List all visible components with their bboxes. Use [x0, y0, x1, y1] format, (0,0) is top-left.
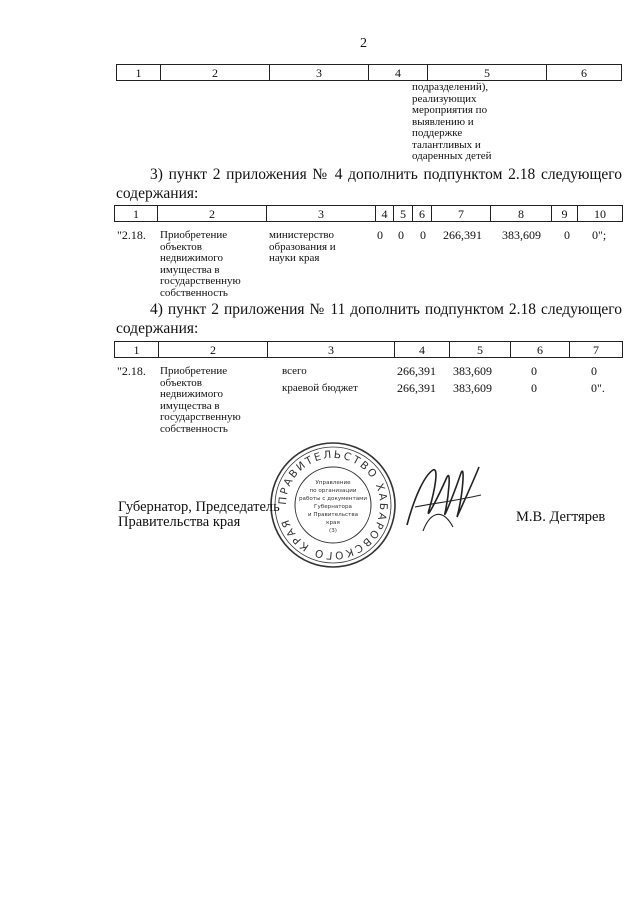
table-2-row-c7: 266,391: [443, 228, 482, 242]
table-3-source-regional: краевой бюджет: [282, 382, 358, 394]
seal-line-5: и Правительства: [307, 512, 359, 518]
table-2-row-c8: 383,609: [502, 228, 541, 242]
table-2-col-9: 9: [552, 206, 578, 222]
table-1-col5-text: подразделений), реализующих мероприятия по выявлению и поддержке талантливых и одаренных детей: [412, 81, 492, 162]
table-3-col-1: 1: [115, 342, 159, 358]
table-2-row-c4: 0: [377, 228, 383, 242]
table-2-row-executor: министерство образования и науки края: [269, 229, 336, 264]
paragraph-4-line-2: содержания:: [116, 320, 199, 337]
table-3-col-3: 3: [268, 342, 395, 358]
seal-line-4: Губернатора: [314, 504, 352, 510]
table-3-row-name: Приобретение объектов недвижимого имущества в государственную собственность: [160, 365, 241, 435]
seal-line-3: работы с документами: [299, 496, 367, 502]
table-2-col-7: 7: [432, 206, 491, 222]
handwritten-signature: [395, 455, 485, 540]
table-3-r2-c4: 266,391: [397, 381, 436, 395]
seal-graphic: [268, 440, 398, 570]
table-1-col-5: 5: [428, 65, 547, 81]
paragraph-3-line-2: содержания:: [116, 185, 199, 202]
paragraph-4: [116, 300, 622, 338]
table-3-r2-c6: 0: [531, 381, 537, 395]
table-1-col-6: 6: [547, 65, 622, 81]
table-2-row-number: "2.18.: [117, 228, 146, 242]
table-3-col-6: 6: [511, 342, 570, 358]
seal-line-6: края: [326, 520, 340, 526]
table-2-header: [114, 205, 623, 222]
table-3-header: [114, 341, 623, 358]
signatory-title-line-1: Губернатор, Председатель: [118, 499, 280, 515]
table-3-source-total: всего: [282, 365, 307, 377]
paragraph-4-line-1: 4) пункт 2 приложения № 11 дополнить подпунктом 2.18 следующего: [150, 301, 622, 318]
table-1-col-1: 1: [117, 65, 161, 81]
signatory-title: [118, 500, 280, 530]
table-3-r2-c7: 0".: [591, 381, 605, 395]
table-2-col-10: 10: [578, 206, 623, 222]
table-2-row-c9: 0: [564, 228, 570, 242]
signatory-name: М.В. Дегтярев: [516, 509, 606, 525]
table-1-col-2: 2: [161, 65, 270, 81]
seal-line-2: по организации: [309, 488, 357, 494]
table-3-col-5: 5: [450, 342, 511, 358]
paragraph-3: [116, 165, 622, 203]
paragraph-3-line-1: 3) пункт 2 приложения № 4 дополнить подпунктом 2.18 следующего: [150, 166, 622, 183]
table-3-r2-c5: 383,609: [453, 381, 492, 395]
table-3-r1-c5: 383,609: [453, 364, 492, 378]
table-2-col-4: 4: [376, 206, 394, 222]
table-2-col-2: 2: [158, 206, 267, 222]
table-3-col-2: 2: [159, 342, 268, 358]
table-2-col-5: 5: [394, 206, 413, 222]
table-2-row-c6: 0: [420, 228, 426, 242]
table-2-row-name: Приобретение объектов недвижимого имущества в государственную собственность: [160, 229, 241, 299]
table-3-col-7: 7: [570, 342, 623, 358]
table-3-r1-c4: 266,391: [397, 364, 436, 378]
table-3-col-4: 4: [395, 342, 450, 358]
table-1-col-3: 3: [270, 65, 369, 81]
table-2-col-1: 1: [115, 206, 158, 222]
table-3-r1-c7: 0: [591, 364, 597, 378]
page-number: 2: [360, 36, 367, 51]
seal-line-1: Управление: [315, 480, 351, 486]
table-2-col-3: 3: [267, 206, 376, 222]
table-3-row-number: "2.18.: [117, 364, 146, 378]
table-2-col-8: 8: [491, 206, 552, 222]
table-2-col-6: 6: [413, 206, 432, 222]
seal-line-7: (3): [329, 528, 337, 534]
seal-ring-text: ПРАВИТЕЛЬСТВО ХАБАРОВСКОГО КРАЯ: [276, 448, 390, 562]
table-1-header: [116, 64, 622, 81]
table-3-r1-c6: 0: [531, 364, 537, 378]
table-1-col-4: 4: [369, 65, 428, 81]
official-seal: [268, 440, 398, 575]
signatory-title-line-2: Правительства края: [118, 514, 241, 530]
table-2-row-c10: 0";: [592, 228, 607, 242]
table-2-row-c5: 0: [398, 228, 404, 242]
